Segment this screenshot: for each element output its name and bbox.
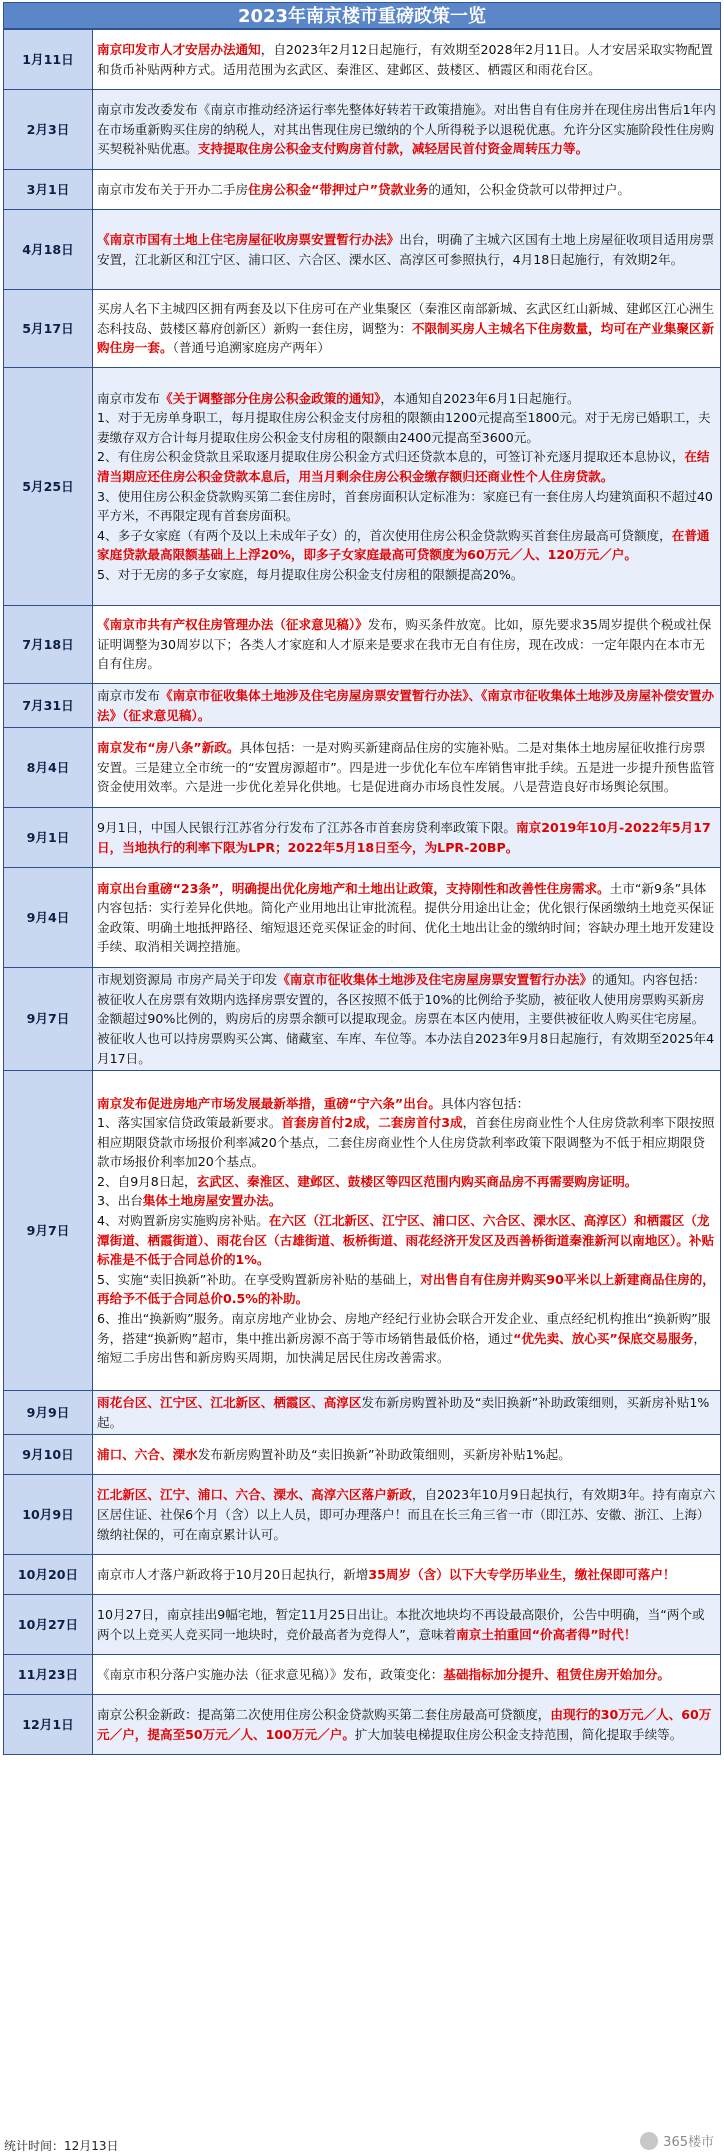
- policy-date: 4月18日: [4, 210, 93, 290]
- highlight-text: 南京发布促进房地产市场发展最新举措，重磅“宁六条”出台。: [97, 1095, 441, 1111]
- brand-logo-icon: [640, 2132, 658, 2150]
- policy-row: [4, 868, 721, 968]
- body-text: 发布，购买条件放宽。比如，原先要求35周岁提供个税或社保证明调整为30周岁以下；各类人才家庭和人才原来是要求在我市无自有住房，现在改成：一定年限内在本市无自有住房。: [97, 617, 712, 672]
- highlight-text: 在六区（江北新区、江宁区、浦口区、六合区、溧水区、高淳区）和栖霞区（龙潭街道、栖霞街道）、雨花台区（古雄街道、板桥街道、雨花经济开发区及西善桥街道秦淮新河以南地区）。补贴标准是不低于合同总价的1%。: [97, 1213, 715, 1268]
- policy-date: 7月18日: [4, 606, 93, 684]
- policy-content: [93, 968, 721, 1071]
- body-text: 南京公积金新政：提高第二次使用住房公积金贷款购买第二套住房最高可贷额度，: [97, 1707, 551, 1723]
- body-text: 的通知，公积金贷款可以带押过户。: [428, 181, 630, 197]
- policy-date: 5月17日: [4, 290, 93, 368]
- policy-row: [4, 290, 721, 368]
- body-text: 南京市发布: [97, 390, 160, 406]
- body-text: ，缩短二手房出售和新房购买周期，加快满足居民住房改善需求。: [97, 1330, 706, 1366]
- policy-date: 3月1日: [4, 170, 93, 210]
- policy-date: 9月7日: [4, 968, 93, 1071]
- policy-date: 5月25日: [4, 368, 93, 606]
- policy-content: [93, 1695, 721, 1755]
- highlight-text: 不限制买房人主城名下住房数量，均可在产业集聚区新购住房一套。: [97, 320, 715, 356]
- policy-row: [4, 1655, 721, 1695]
- body-text: 《南京市积分落户实施办法（征求意见稿）》发布，政策变化：: [97, 1667, 444, 1683]
- body-text: ，自2023年10月9日起执行，有效期3年。持有南京六区居住证、社保6个月（含）以上人员，即可办理落户！而且在长三角三省一市（即江苏、安徽、浙江、上海）缴纳社保的，可在南京累计认可。: [97, 1487, 716, 1542]
- policy-row: [4, 170, 721, 210]
- policy-date: 7月31日: [4, 684, 93, 728]
- body-text: ，首套住房商业性个人住房贷款利率下限按照相应期限贷款市场报价利率减20个基点，二套住房商业性个人住房贷款利率政策下限调整为不低于相应期限贷款市场报价利率加20个基点。: [97, 1115, 715, 1170]
- body-text: 南京市发布关于开办二手房: [97, 181, 249, 197]
- body-text: 具体包括：一是对购买新建商品住房的实施补贴。二是对集体土地房屋征收推行房票安置。三是建立全市统一的“安置房源超市”。四是进一步优化车位车库销售审批手续。五是进一步提升预售监管资金使用效率。六是进一步优化差异化供地。七是促进商办市场良性发展。八是营造良好市场舆论氛围。: [97, 740, 715, 795]
- policy-content: [93, 210, 721, 290]
- highlight-text: 江北新区、江宁、浦口、六合、溧水、高淳六区落户新政: [97, 1487, 412, 1503]
- highlight-text: “优先卖、放心买”保底交易服务: [513, 1330, 694, 1346]
- body-text: 2、自9月8日起，: [97, 1173, 197, 1189]
- policy-table: [3, 29, 721, 1755]
- policy-content: [93, 1475, 721, 1555]
- highlight-text: 35周岁（含）以下大专学历毕业生，缴社保即可落户！: [368, 1567, 676, 1583]
- policy-date: 10月9日: [4, 1475, 93, 1555]
- policy-row: [4, 1435, 721, 1475]
- body-text: 土市“新9条”具体内容包括：实行差异化供地。简化产业用地出让审批流程。提供分用途出让金；优化银行保函缴纳土地竞买保证金政策、明确土地抵押路径、缩短退还竞买保证金的时间、优化土地出让金的缴纳时间；容缺办理土地开发建设手续、取消相关调控措施。: [97, 880, 715, 955]
- policy-content: [93, 868, 721, 968]
- policy-content: [93, 368, 721, 606]
- policy-date: 9月1日: [4, 808, 93, 868]
- highlight-text: 《南京市征收集体土地涉及住宅房屋房票安置暂行办法》、《南京市征收集体土地涉及房屋补偿安置办法》（征求意见稿）。: [97, 688, 715, 723]
- highlight-text: 集体土地房屋安置办法。: [142, 1193, 282, 1209]
- body-text: 买房人名下主城四区拥有两套及以下住房可在产业集聚区（秦淮区南部新城、玄武区红山新城、建邺区江心洲生态科技岛、鼓楼区幕府创新区）新购一套住房，调整为：: [97, 301, 715, 336]
- highlight-text: 住房公积金“带押过户”贷款业务: [248, 181, 429, 197]
- policy-row: [4, 808, 721, 868]
- body-text: 发布新房购置补助及“卖旧换新”补助政策细则，买新房补贴1%起。: [97, 1395, 710, 1430]
- policy-content: [93, 290, 721, 368]
- body-text: 1、落实国家信贷政策最新要求。: [97, 1115, 282, 1131]
- highlight-text: 南京土拍重回“价高者得”时代！: [456, 1626, 637, 1642]
- highlight-text: 南京2019年10月-2022年5月17日，当地执行的利率下限为LPR；2022年5月18日至今，为LPR-20BP。: [97, 820, 711, 855]
- body-text: 2、有住房公积金贷款且采取逐月提取住房公积金方式归还贷款本息的，可签订补充逐月提取还本息协议，: [97, 449, 685, 465]
- policy-row: [4, 606, 721, 684]
- body-text: 10月27日，南京挂出9幅宅地，暂定11月25日出让。本批次地块均不再设最高限价，公告中明确，当“两个或两个以上竞买人竞买同一地块时，竞价最高者为竞得人”，意味着: [97, 1607, 705, 1642]
- policy-content: [93, 1595, 721, 1655]
- brand-watermark: [640, 2131, 714, 2150]
- body-text: 的通知。内容包括：被征收人在房票有效期内选择房票安置的，各区按照不低于10%的比例给予奖励，被征收人使用房票购买新房金额超过90%比例的，购房后的房票余额可以提取现金。房票在本区内使用，主要供被征收人购买住宅房屋。被征收人也可以持房票购买公寓、储藏室、车库、车位等。本办法自2023年9月8日起施行，有效期至2025年4月17日。: [97, 972, 715, 1066]
- policy-content: [93, 30, 721, 90]
- highlight-text: 首套房首付2成，二套房首付3成: [281, 1115, 463, 1131]
- highlight-text: 浦口、六合、溧水: [97, 1447, 198, 1463]
- highlight-text: 《关于调整部分住房公积金政策的通知》: [159, 390, 381, 406]
- policy-row: [4, 968, 721, 1071]
- body-text: 南京市发布: [97, 688, 160, 703]
- policy-date: 9月4日: [4, 868, 93, 968]
- body-text: 4、多子女家庭（有两个及以上未成年子女）的，首次使用住房公积金贷款购买首套住房最高可贷额度，: [97, 527, 672, 543]
- highlight-text: 《南京市国有土地上住宅房屋征收房票安置暂行办法》: [97, 231, 400, 247]
- highlight-text: 《南京市共有产权住房管理办法（征求意见稿）》: [97, 617, 368, 633]
- body-text: 南京市发改委发布《南京市推动经济运行率先整体好转若干政策措施》。对出售自有住房并在现住房出售后1年内在市场重新购买住房的纳税人，对其出售现住房已缴纳的个人所得税予以退税优惠。允许分区实施阶段性住房购买契税补贴优惠。: [97, 102, 716, 157]
- policy-date: 10月20日: [4, 1555, 93, 1595]
- policy-row: [4, 210, 721, 290]
- policy-date: 9月9日: [4, 1391, 93, 1435]
- policy-content: [93, 1391, 721, 1435]
- body-text: ，自2023年2月12日起施行，有效期至2028年2月11日。人才安居采取实物配置和货币补贴两种方式。适用范围为玄武区、秦淮区、建邺区、鼓楼区、栖霞区和雨花台区。: [97, 41, 713, 77]
- policy-row: [4, 728, 721, 808]
- highlight-text: 支持提取住房公积金支付购房首付款，减轻居民首付资金周转压力等。: [197, 141, 589, 157]
- policy-content: [93, 170, 721, 210]
- policy-row: [4, 368, 721, 606]
- policy-content: [93, 90, 721, 170]
- policy-row: [4, 1475, 721, 1555]
- policy-date: 2月3日: [4, 90, 93, 170]
- policy-date: 12月1日: [4, 1695, 93, 1755]
- body-text: 扩大加装电梯提取住房公积金支持范围，简化提取手续等。: [354, 1726, 683, 1742]
- policy-row: [4, 30, 721, 90]
- body-text: 5、对于无房的多子女家庭，每月提取住房公积金支付房租的限额提高20%。: [97, 566, 524, 582]
- policy-row: [4, 1391, 721, 1435]
- policy-date: 8月4日: [4, 728, 93, 808]
- policy-date: 11月23日: [4, 1655, 93, 1695]
- highlight-text: 在结清当期应还住房公积金贷款本息后，用当月剩余住房公积金缴存额归还商业性个人住房贷款。: [97, 449, 710, 484]
- policy-content: [93, 606, 721, 684]
- policy-content: [93, 1655, 721, 1695]
- body-text: ，本通知自2023年6月1日起施行。: [380, 390, 580, 406]
- body-text: 3、出台: [97, 1193, 143, 1209]
- policy-row: [4, 1555, 721, 1595]
- body-text: 3、使用住房公积金贷款购买第二套住房时，首套房面积认定标准为：家庭已有一套住房人均建筑面积不超过40平方米，不再限定现有首套房面积。: [97, 488, 713, 524]
- body-text: 5、实施“卖旧换新”补助。在享受购置新房补贴的基础上，: [97, 1271, 421, 1287]
- highlight-text: 由现行的30万元／人、60万元／户，提高至50万元／人、100万元／户。: [97, 1707, 712, 1742]
- policy-content: [93, 1071, 721, 1391]
- body-text: 南京市人才落户新政将于10月20日起执行，新增: [97, 1567, 369, 1583]
- policy-content: [93, 728, 721, 808]
- policy-content: [93, 684, 721, 728]
- policy-date: 9月7日: [4, 1071, 93, 1391]
- policy-row: [4, 1595, 721, 1655]
- highlight-text: 南京印发市人才安居办法通知: [97, 41, 261, 57]
- policy-row: [4, 1071, 721, 1391]
- highlight-text: 基础指标加分提升、租赁住房开始加分。: [443, 1667, 671, 1683]
- highlight-text: 《南京市征收集体土地涉及住宅房屋房票安置暂行办法》: [277, 972, 593, 988]
- highlight-text: 南京出台重磅“23条”，明确提出优化房地产和土地出让政策，支持刚性和改善性住房需求。: [97, 880, 610, 896]
- body-text: 出台，明确了主城六区国有土地上房屋征收项目适用房票安置，江北新区和江宁区、浦口区、六合区、溧水区、高淳区可参照执行，4月18日起施行，有效期2年。: [97, 231, 715, 267]
- policy-row: [4, 90, 721, 170]
- highlight-text: 南京发布“房八条”新政。: [97, 740, 240, 756]
- body-text: 具体内容包括：: [441, 1095, 530, 1111]
- policy-date: 1月11日: [4, 30, 93, 90]
- body-text: 发布新房购置补助及“卖旧换新”补助政策细则，买新房补贴1%起。: [197, 1447, 571, 1463]
- body-text: 9月1日，中国人民银行江苏省分行发布了江苏各市首套房贷利率政策下限。: [97, 820, 517, 836]
- page-title: 2023年南京楼市重磅政策一览: [3, 2, 721, 29]
- highlight-text: 在普通家庭贷款最高限额基础上上浮20%，即多子女家庭最高可贷额度为60万元／人、120万元／户。: [97, 527, 710, 563]
- stat-time: 统计时间：12月13日: [4, 2139, 119, 2153]
- body-text: （普通号追溯家庭房产两年）: [172, 340, 330, 356]
- highlight-text: 雨花台区、江宁区、江北新区、栖霞区、高淳区: [97, 1395, 362, 1411]
- policy-content: [93, 1435, 721, 1475]
- body-text: 6、推出“换新购”服务。南京房地产业协会、房地产经纪行业协会联合开发企业、重点经纪机构推出“换新购”服务，搭建“换新购”超市，集中推出新房源不高于等市场销售最低价格，通过: [97, 1311, 711, 1346]
- highlight-text: 对出售自有住房并购买90平米以上新建商品住房的，再给予不低于合同总价0.5%的补助。: [97, 1271, 715, 1307]
- body-text: 4、对购置新房实施购房补贴。: [97, 1213, 269, 1229]
- brand-name: 365楼市: [663, 2135, 714, 2150]
- body-text: 市规划资源局 市房产局关于印发: [97, 972, 278, 988]
- highlight-text: 玄武区、秦淮区、建邺区、鼓楼区等四区范围内购买商品房不再需要购房证明。: [196, 1173, 638, 1189]
- policy-date: 10月27日: [4, 1595, 93, 1655]
- policy-content: [93, 1555, 721, 1595]
- policy-date: 9月10日: [4, 1435, 93, 1475]
- policy-content: [93, 808, 721, 868]
- policy-row: [4, 1695, 721, 1755]
- policy-row: [4, 684, 721, 728]
- body-text: 1、对于无房单身职工，每月提取住房公积金支付房租的限额由1200元提高至1800元。对于无房已婚职工，夫妻缴存双方合计每月提取住房公积金支付房租的限额由2400元提高至3600元。: [97, 410, 711, 445]
